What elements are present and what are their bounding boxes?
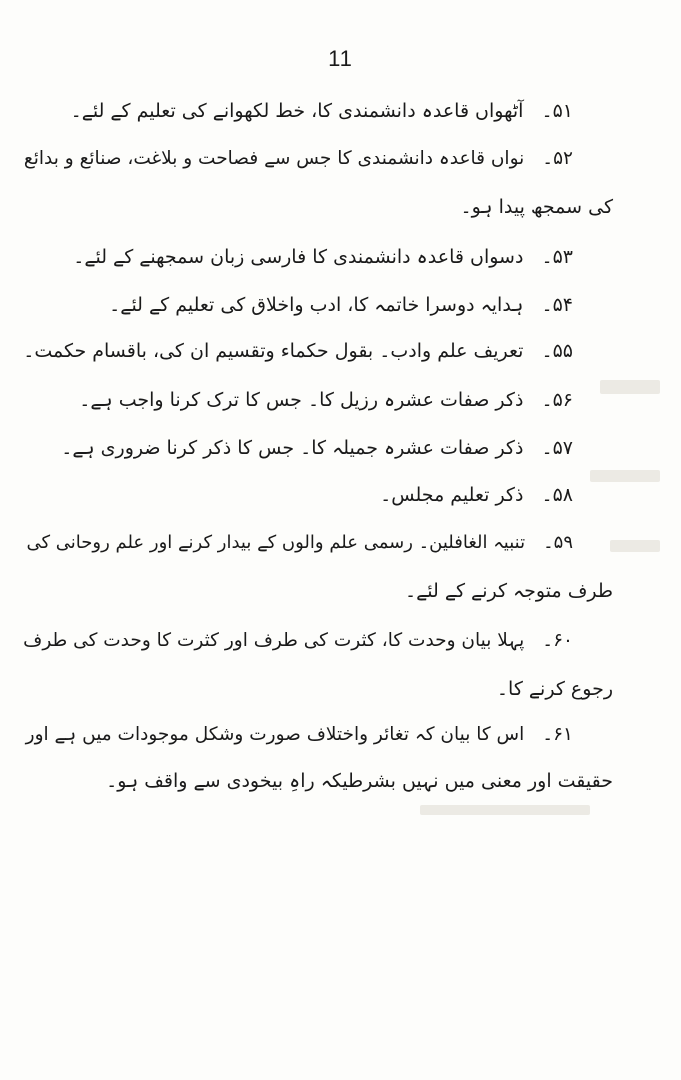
page-number: 11 [328, 46, 353, 71]
item-number: ۵۷۔ [541, 437, 573, 459]
item-text-continued: کی سمجھ پیدا ہو۔ [460, 196, 613, 218]
bleed-through-mark [590, 470, 660, 482]
list-item [71, 100, 573, 122]
bleed-through-mark [420, 805, 590, 815]
list-item [73, 246, 573, 268]
item-text: تعریف علم وادب۔ بقول حکماء وتقسیم ان کی، باقسام حکمت۔ [23, 340, 524, 362]
item-number: ۵۵۔ [541, 340, 573, 362]
item-text: اس کا بیان کہ تغائر واختلاف صورت وشکل موجودات میں ہے اور [25, 724, 525, 745]
item-number: ۵۳۔ [541, 246, 573, 268]
list-item [24, 148, 573, 169]
item-number: ۶۰۔ [542, 630, 573, 651]
item-number: ۵۶۔ [541, 389, 573, 411]
item-number: ۵۲۔ [542, 148, 573, 169]
item-text: پہلا بیان وحدت کا، کثرت کی طرف اور کثرت کا وحدت کی طرف [23, 630, 525, 651]
list-item [380, 484, 573, 506]
bleed-through-mark [610, 540, 660, 552]
list-item [26, 724, 573, 745]
list-item [79, 389, 573, 411]
bleed-through-mark [600, 380, 660, 394]
item-text: ذکر تعلیم مجلس۔ [380, 484, 524, 506]
item-text: دسواں قاعدہ دانشمندی کا فارسی زبان سمجھنے کے لئے۔ [73, 246, 524, 268]
item-number: ۵۴۔ [541, 294, 573, 316]
item-text: ذکر صفات عشرہ جمیلہ کا۔ جس کا ذکر کرنا ضروری ہے۔ [61, 437, 524, 459]
item-text-continued: حقیقت اور معنی میں نہیں بشرطیکہ راہِ بیخودی سے واقف ہو۔ [106, 770, 613, 792]
list-item [26, 532, 573, 553]
item-text: تنبیہ الغافلین۔ رسمی علم والوں کے بیدار کرنے اور علم روحانی کی [26, 532, 526, 553]
item-number: ۶۱۔ [542, 724, 573, 745]
item-text-continued: رجوع کرنے کا۔ [496, 678, 613, 700]
list-item [23, 340, 573, 362]
list-item [23, 630, 573, 651]
item-number: ۵۸۔ [541, 484, 573, 506]
item-text: ذکر صفات عشرہ رزیل کا۔ جس کا ترک کرنا واجب ہے۔ [79, 389, 524, 411]
item-text: ہدایہ دوسرا خاتمہ کا، ادب واخلاق کی تعلیم کے لئے۔ [109, 294, 524, 316]
item-number: ۵۱۔ [541, 100, 573, 122]
item-text: آٹھواں قاعدہ دانشمندی کا، خط لکھوانے کی تعلیم کے لئے۔ [70, 100, 524, 122]
item-text: نواں قاعدہ دانشمندی کا جس سے فصاحت و بلاغت، صنائع و بدائع [23, 148, 525, 169]
list-item [61, 437, 573, 459]
list-item [109, 294, 573, 316]
item-text-continued: طرف متوجہ کرنے کے لئے۔ [405, 580, 613, 602]
item-number: ۵۹۔ [543, 532, 573, 553]
